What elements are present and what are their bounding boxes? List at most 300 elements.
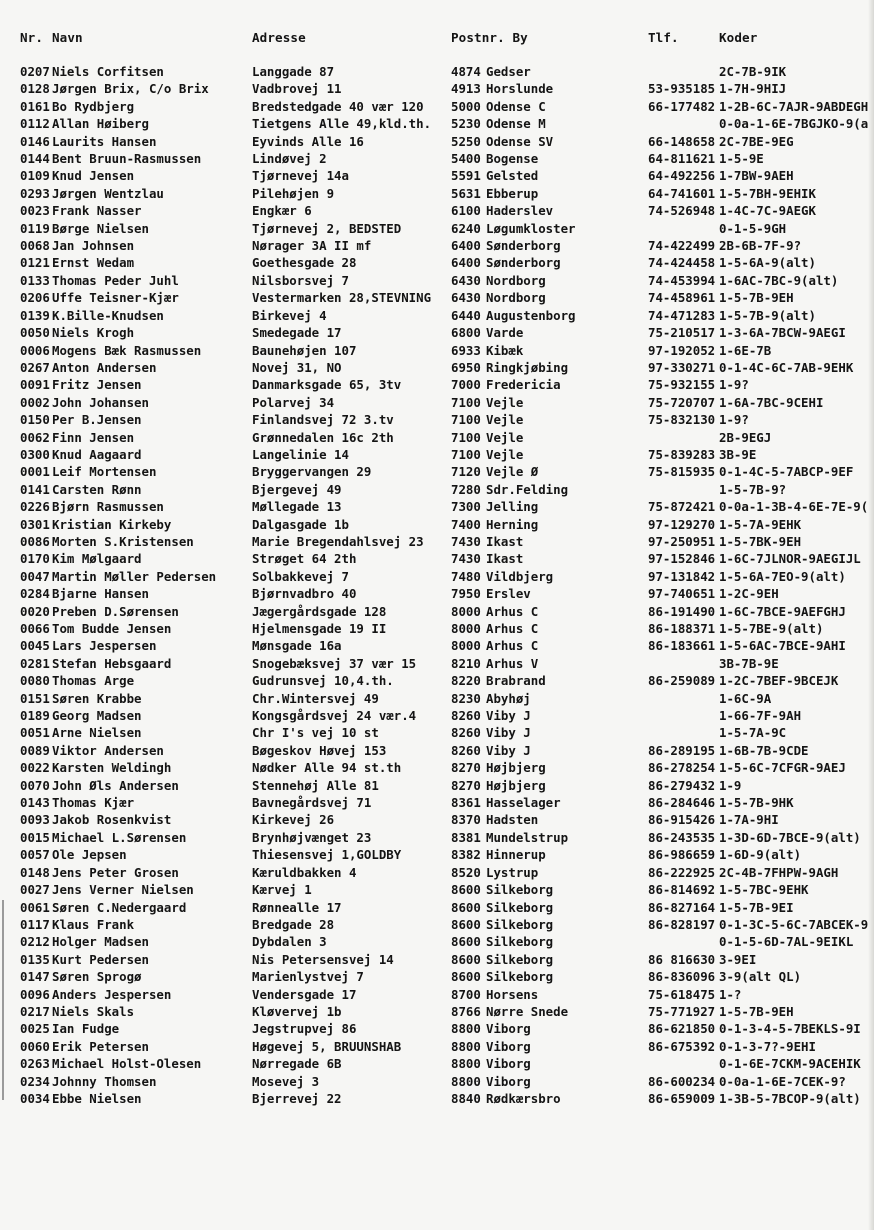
cell-koder: 0-1-3-7?-9EHI (719, 1038, 816, 1054)
cell-postnr: 8600 (451, 969, 481, 985)
cell-by: Odense SV (486, 133, 554, 149)
cell-koder: 1-5-7B-9EH (719, 1003, 794, 1019)
cell-postnr: 8260 (451, 725, 481, 741)
table-row (0, 411, 874, 428)
cell-by: Arhus V (486, 655, 539, 671)
cell-by: Odense M (486, 116, 546, 132)
cell-by: Kibæk (486, 342, 524, 358)
table-row (0, 463, 874, 480)
cell-koder: 2B-6B-7F-9? (719, 238, 802, 254)
cell-navn: Laurits Hansen (52, 133, 157, 149)
cell-navn: K.Bille-Knudsen (52, 307, 164, 323)
cell-koder: 2C-7BE-9EG (719, 133, 794, 149)
cell-adresse: Bjergevej 49 (252, 481, 342, 497)
table-row (0, 272, 874, 289)
cell-postnr: 8700 (451, 986, 481, 1002)
cell-tlf: 86-289195 (648, 742, 716, 758)
cell-navn: Søren Krabbe (52, 690, 142, 706)
cell-by: Abyhøj (486, 690, 531, 706)
cell-postnr: 5400 (451, 151, 481, 167)
cell-adresse: Mønsgade 16a (252, 638, 342, 654)
table-row (0, 933, 874, 950)
cell-koder: 1-6C-9A (719, 690, 772, 706)
cell-by: Lystrup (486, 864, 539, 880)
cell-postnr: 6440 (451, 307, 481, 323)
table-row (0, 394, 874, 411)
cell-koder: 1-5-7B-9? (719, 481, 787, 497)
cell-postnr: 8520 (451, 864, 481, 880)
cell-navn: Jørgen Wentzlau (52, 185, 164, 201)
cell-nr: 0217 (20, 1003, 50, 1019)
cell-nr: 0020 (20, 603, 50, 619)
cell-koder: 1-3B-5-7BCOP-9(alt) (719, 1090, 861, 1106)
cell-nr: 0001 (20, 464, 50, 480)
cell-adresse: Nis Petersensvej 14 (252, 951, 394, 967)
cell-navn: Viktor Andersen (52, 742, 164, 758)
cell-adresse: Jægergårdsgade 128 (252, 603, 387, 619)
cell-tlf: 66-177482 (648, 98, 716, 114)
table-row (0, 516, 874, 533)
cell-nr: 0151 (20, 690, 50, 706)
cell-nr: 0128 (20, 81, 50, 97)
table-row (0, 672, 874, 689)
table-row (0, 63, 874, 80)
cell-tlf: 97-330271 (648, 359, 716, 375)
cell-by: Viborg (486, 1056, 531, 1072)
cell-tlf: 86-279432 (648, 777, 716, 793)
cell-postnr: 6400 (451, 238, 481, 254)
cell-by: Arhus C (486, 621, 539, 636)
cell-nr: 0147 (20, 969, 50, 985)
table-row (0, 1073, 874, 1090)
cell-navn: Ernst Wedam (52, 255, 135, 271)
cell-koder: 1-5-7BK-9EH (719, 533, 802, 549)
cell-koder: 1-5-9E (719, 151, 764, 167)
cell-tlf: 75-832130 (648, 412, 716, 428)
table-row (0, 620, 874, 637)
cell-koder: 1-7H-9HIJ (719, 81, 787, 97)
cell-adresse: Jegstrupvej 86 (252, 1021, 357, 1037)
cell-koder: 1-5-7B-9HK (719, 795, 794, 811)
cell-postnr: 7100 (451, 429, 481, 445)
cell-navn: Knud Jensen (52, 168, 135, 184)
cell-navn: Mogens Bæk Rasmussen (52, 342, 202, 358)
cell-postnr: 5250 (451, 133, 481, 149)
cell-postnr: 6950 (451, 359, 481, 375)
cell-navn: Holger Madsen (52, 934, 149, 950)
table-row (0, 376, 874, 393)
cell-adresse: Thiesensvej 1,GOLDBY (252, 847, 402, 863)
cell-postnr: 8800 (451, 1073, 481, 1089)
cell-tlf: 86-659009 (648, 1090, 716, 1106)
cell-navn: Frank Nasser (52, 203, 142, 219)
cell-postnr: 8270 (451, 777, 481, 793)
cell-navn: Lars Jespersen (52, 638, 157, 654)
table-row (0, 1038, 874, 1055)
cell-nr: 0119 (20, 220, 50, 236)
cell-navn: Per B.Jensen (52, 412, 142, 428)
cell-navn: Johnny Thomsen (52, 1073, 157, 1089)
cell-adresse: Rønnealle 17 (252, 899, 342, 915)
cell-adresse: Nilsborsvej 7 (252, 272, 349, 288)
cell-nr: 0025 (20, 1021, 50, 1037)
header-tlf: Tlf. (648, 30, 679, 45)
cell-adresse: Høgevej 5, BRUUNSHAB (252, 1038, 402, 1054)
cell-koder: 2C-4B-7FHPW-9AGH (719, 864, 839, 880)
cell-adresse: Strøget 64 2th (252, 551, 357, 567)
cell-koder: 1-5-7BE-9(alt) (719, 621, 824, 636)
cell-tlf: 97-129270 (648, 516, 716, 532)
cell-adresse: Bredgade 28 (252, 916, 335, 932)
cell-by: Viby J (486, 725, 531, 741)
table-row (0, 864, 874, 881)
cell-nr: 0263 (20, 1056, 50, 1072)
header-navn: Navn (52, 30, 83, 45)
table-row (0, 133, 874, 150)
table-row (0, 829, 874, 846)
cell-postnr: 4913 (451, 81, 481, 97)
table-row (0, 1090, 874, 1107)
cell-adresse: Baunehøjen 107 (252, 342, 357, 358)
cell-nr: 0089 (20, 742, 50, 758)
cell-nr: 0034 (20, 1090, 50, 1106)
cell-tlf: 86-191490 (648, 603, 716, 619)
cell-adresse: Marienlystvej 7 (252, 969, 364, 985)
cell-by: Brabrand (486, 673, 546, 689)
cell-navn: Martin Møller Pedersen (52, 568, 217, 584)
cell-by: Arhus C (486, 638, 539, 654)
table-row (0, 724, 874, 741)
cell-koder: 0-1-4C-6C-7AB-9EHK (719, 359, 854, 375)
cell-navn: Jørgen Brix, C/o Brix (52, 81, 209, 97)
cell-by: Silkeborg (486, 916, 554, 932)
cell-tlf: 74-453994 (648, 272, 716, 288)
cell-by: Herning (486, 516, 539, 532)
cell-adresse: Danmarksgade 65, 3tv (252, 377, 402, 393)
cell-koder: 1-6E-7B (719, 342, 772, 358)
cell-nr: 0061 (20, 899, 50, 915)
table-row (0, 98, 874, 115)
cell-adresse: Goethesgade 28 (252, 255, 357, 271)
cell-navn: Georg Madsen (52, 708, 142, 724)
member-table (0, 63, 874, 1107)
cell-navn: Ole Jepsen (52, 847, 127, 863)
cell-nr: 0207 (20, 64, 50, 79)
cell-adresse: Engkær 6 (252, 203, 312, 219)
cell-nr: 0226 (20, 499, 50, 515)
cell-tlf: 75-872421 (648, 499, 716, 515)
cell-koder: 0-1-3-4-5-7BEKLS-9I (719, 1021, 861, 1037)
table-row (0, 568, 874, 585)
table-row (0, 167, 874, 184)
cell-postnr: 7120 (451, 464, 481, 480)
cell-postnr: 6430 (451, 272, 481, 288)
table-row (0, 585, 874, 602)
cell-tlf: 75-720707 (648, 394, 716, 410)
table-row (0, 1003, 874, 1020)
table-row (0, 759, 874, 776)
cell-nr: 0161 (20, 98, 50, 114)
table-row (0, 185, 874, 202)
cell-tlf: 86 816630 (648, 951, 716, 967)
cell-tlf: 86-828197 (648, 916, 716, 932)
cell-adresse: Grønnedalen 16c 2th (252, 429, 394, 445)
cell-koder: 1-9? (719, 377, 749, 393)
cell-navn: Jakob Rosenkvist (52, 812, 172, 828)
cell-koder: 1-5-7A-9C (719, 725, 787, 741)
cell-nr: 0135 (20, 951, 50, 967)
cell-nr: 0015 (20, 829, 50, 845)
cell-postnr: 8766 (451, 1003, 481, 1019)
cell-navn: Niels Krogh (52, 325, 135, 341)
cell-postnr: 7100 (451, 446, 481, 462)
cell-by: Varde (486, 325, 524, 341)
cell-tlf: 86-222925 (648, 864, 716, 880)
cell-postnr: 5000 (451, 98, 481, 114)
cell-by: Bogense (486, 151, 539, 167)
cell-nr: 0060 (20, 1038, 50, 1054)
cell-by: Fredericia (486, 377, 561, 393)
cell-postnr: 7430 (451, 551, 481, 567)
cell-adresse: Kløvervej 1b (252, 1003, 342, 1019)
cell-adresse: Gudrunsvej 10,4.th. (252, 673, 394, 689)
cell-navn: Fritz Jensen (52, 377, 142, 393)
cell-postnr: 6400 (451, 255, 481, 271)
cell-koder: 1-6D-9(alt) (719, 847, 802, 863)
cell-adresse: Nørregade 6B (252, 1056, 342, 1072)
cell-postnr: 7000 (451, 377, 481, 393)
cell-by: Viborg (486, 1073, 531, 1089)
cell-navn: Kim Mølgaard (52, 551, 142, 567)
cell-nr: 0150 (20, 412, 50, 428)
cell-by: Silkeborg (486, 899, 554, 915)
cell-by: Horsens (486, 986, 539, 1002)
cell-koder: 1-5-7BC-9EHK (719, 882, 809, 898)
cell-by: Arhus C (486, 603, 539, 619)
cell-koder: 3B-9E (719, 446, 757, 462)
cell-nr: 0062 (20, 429, 50, 445)
cell-tlf: 75-210517 (648, 325, 716, 341)
table-row (0, 359, 874, 376)
cell-navn: Tom Budde Jensen (52, 621, 172, 636)
table-row (0, 742, 874, 759)
table-row (0, 951, 874, 968)
cell-tlf: 86-915426 (648, 812, 716, 828)
cell-nr: 0301 (20, 516, 50, 532)
cell-koder: 3-9(alt QL) (719, 969, 802, 985)
cell-postnr: 5230 (451, 116, 481, 132)
cell-adresse: Dybdalen 3 (252, 934, 327, 950)
cell-koder: 1-2C-9EH (719, 586, 779, 602)
cell-by: Mundelstrup (486, 829, 569, 845)
cell-postnr: 8260 (451, 742, 481, 758)
cell-adresse: Mosevej 3 (252, 1073, 320, 1089)
cell-by: Jelling (486, 499, 539, 515)
cell-koder: 1-5-7A-9EHK (719, 516, 802, 532)
cell-koder: 1-3-6A-7BCW-9AEGI (719, 325, 846, 341)
cell-navn: Niels Skals (52, 1003, 135, 1019)
cell-tlf: 66-148658 (648, 133, 716, 149)
cell-by: Højbjerg (486, 760, 546, 776)
cell-nr: 0068 (20, 238, 50, 254)
cell-postnr: 6100 (451, 203, 481, 219)
cell-nr: 0006 (20, 342, 50, 358)
cell-navn: Søren C.Nedergaard (52, 899, 187, 915)
cell-koder: 1-5-7B-9EH (719, 290, 794, 306)
cell-nr: 0141 (20, 481, 50, 497)
cell-by: Vejle (486, 446, 524, 462)
cell-nr: 0080 (20, 673, 50, 689)
cell-tlf: 86-284646 (648, 795, 716, 811)
table-row (0, 637, 874, 654)
cell-by: Rødkærsbro (486, 1090, 561, 1106)
cell-postnr: 4874 (451, 64, 481, 79)
cell-postnr: 6240 (451, 220, 481, 236)
cell-nr: 0234 (20, 1073, 50, 1089)
cell-postnr: 8260 (451, 708, 481, 724)
table-row (0, 1055, 874, 1072)
cell-adresse: Chr.Wintersvej 49 (252, 690, 379, 706)
cell-by: Viby J (486, 708, 531, 724)
cell-adresse: Tjørnevej 2, BEDSTED (252, 220, 402, 236)
cell-koder: 2B-9EGJ (719, 429, 772, 445)
cell-navn: Karsten Weldingh (52, 760, 172, 776)
cell-by: Ringkjøbing (486, 359, 569, 375)
table-row (0, 533, 874, 550)
cell-navn: Thomas Arge (52, 673, 135, 689)
table-row (0, 846, 874, 863)
cell-adresse: Tietgens Alle 49,kld.th. (252, 116, 432, 132)
cell-navn: Finn Jensen (52, 429, 135, 445)
cell-nr: 0027 (20, 882, 50, 898)
cell-koder: 1-9? (719, 412, 749, 428)
cell-tlf: 86-836096 (648, 969, 716, 985)
table-row (0, 916, 874, 933)
cell-navn: John Johansen (52, 394, 149, 410)
cell-koder: 1-5-7B-9(alt) (719, 307, 816, 323)
table-row (0, 150, 874, 167)
cell-nr: 0093 (20, 812, 50, 828)
cell-postnr: 7100 (451, 412, 481, 428)
cell-nr: 0267 (20, 359, 50, 375)
cell-tlf: 86-278254 (648, 760, 716, 776)
cell-nr: 0300 (20, 446, 50, 462)
cell-tlf: 97-152846 (648, 551, 716, 567)
cell-navn: Carsten Rønn (52, 481, 142, 497)
cell-by: Erslev (486, 586, 531, 602)
cell-postnr: 8230 (451, 690, 481, 706)
cell-by: Hadsten (486, 812, 539, 828)
cell-tlf: 97-131842 (648, 568, 716, 584)
table-row (0, 777, 874, 794)
cell-nr: 0281 (20, 655, 50, 671)
cell-koder: 1-5-7B-9EI (719, 899, 794, 915)
cell-adresse: Nørager 3A II mf (252, 238, 372, 254)
cell-koder: 1-2B-6C-7AJR-9ABDEGH (719, 98, 869, 114)
cell-navn: Knud Aagaard (52, 446, 142, 462)
cell-tlf: 75-771927 (648, 1003, 716, 1019)
cell-navn: Bo Rydbjerg (52, 98, 135, 114)
table-row (0, 1020, 874, 1037)
table-row (0, 550, 874, 567)
cell-adresse: Tjørnevej 14a (252, 168, 349, 184)
cell-nr: 0284 (20, 586, 50, 602)
cell-navn: Erik Petersen (52, 1038, 149, 1054)
cell-by: Odense C (486, 98, 546, 114)
cell-nr: 0143 (20, 795, 50, 811)
table-row (0, 254, 874, 271)
cell-nr: 0096 (20, 986, 50, 1002)
cell-by: Gedser (486, 64, 531, 79)
cell-nr: 0146 (20, 133, 50, 149)
table-row (0, 237, 874, 254)
cell-navn: Uffe Teisner-Kjær (52, 290, 179, 306)
cell-adresse: Chr I's vej 10 st (252, 725, 379, 741)
cell-koder: 1-6A-7BC-9CEHI (719, 394, 824, 410)
table-row (0, 429, 874, 446)
cell-tlf: 86-183661 (648, 638, 716, 654)
cell-tlf: 86-675392 (648, 1038, 716, 1054)
cell-koder: 0-1-6E-7CKM-9ACEHIK (719, 1056, 861, 1072)
cell-adresse: Lindøvej 2 (252, 151, 327, 167)
cell-koder: 1-5-6AC-7BCE-9AHI (719, 638, 846, 654)
cell-koder: 1-6AC-7BC-9(alt) (719, 272, 839, 288)
cell-by: Nordborg (486, 290, 546, 306)
cell-postnr: 6430 (451, 290, 481, 306)
cell-nr: 0144 (20, 151, 50, 167)
cell-tlf: 86-259089 (648, 673, 716, 689)
cell-nr: 0212 (20, 934, 50, 950)
cell-koder: 0-1-5-6D-7AL-9EIKL (719, 934, 854, 950)
cell-koder: 1-5-6A-7EO-9(alt) (719, 568, 846, 584)
cell-adresse: Bavnegårdsvej 71 (252, 795, 372, 811)
table-row (0, 80, 874, 97)
cell-adresse: Langgade 87 (252, 64, 335, 79)
cell-nr: 0070 (20, 777, 50, 793)
cell-adresse: Vadbrovej 11 (252, 81, 342, 97)
cell-navn: Thomas Kjær (52, 795, 135, 811)
cell-navn: John Øls Andersen (52, 777, 179, 793)
cell-postnr: 8000 (451, 638, 481, 654)
cell-nr: 0170 (20, 551, 50, 567)
cell-adresse: Snogebæksvej 37 vær 15 (252, 655, 417, 671)
cell-postnr: 8210 (451, 655, 481, 671)
cell-navn: Ebbe Nielsen (52, 1090, 142, 1106)
cell-tlf: 75-839283 (648, 446, 716, 462)
cell-postnr: 6933 (451, 342, 481, 358)
table-row (0, 289, 874, 306)
cell-koder: 1-5-7BH-9EHIK (719, 185, 816, 201)
cell-by: Silkeborg (486, 951, 554, 967)
cell-tlf: 86-600234 (648, 1073, 716, 1089)
cell-adresse: Kærvej 1 (252, 882, 312, 898)
cell-tlf: 86-188371 (648, 621, 716, 636)
cell-nr: 0086 (20, 533, 50, 549)
cell-tlf: 74-422499 (648, 238, 716, 254)
table-row (0, 220, 874, 237)
cell-nr: 0047 (20, 568, 50, 584)
cell-postnr: 8600 (451, 899, 481, 915)
cell-by: Viborg (486, 1021, 531, 1037)
cell-postnr: 7950 (451, 586, 481, 602)
cell-by: Vejle (486, 394, 524, 410)
cell-adresse: Stennehøj Alle 81 (252, 777, 379, 793)
cell-tlf: 86-243535 (648, 829, 716, 845)
cell-postnr: 8800 (451, 1056, 481, 1072)
cell-by: Silkeborg (486, 934, 554, 950)
cell-by: Viborg (486, 1038, 531, 1054)
cell-navn: Thomas Peder Juhl (52, 272, 179, 288)
